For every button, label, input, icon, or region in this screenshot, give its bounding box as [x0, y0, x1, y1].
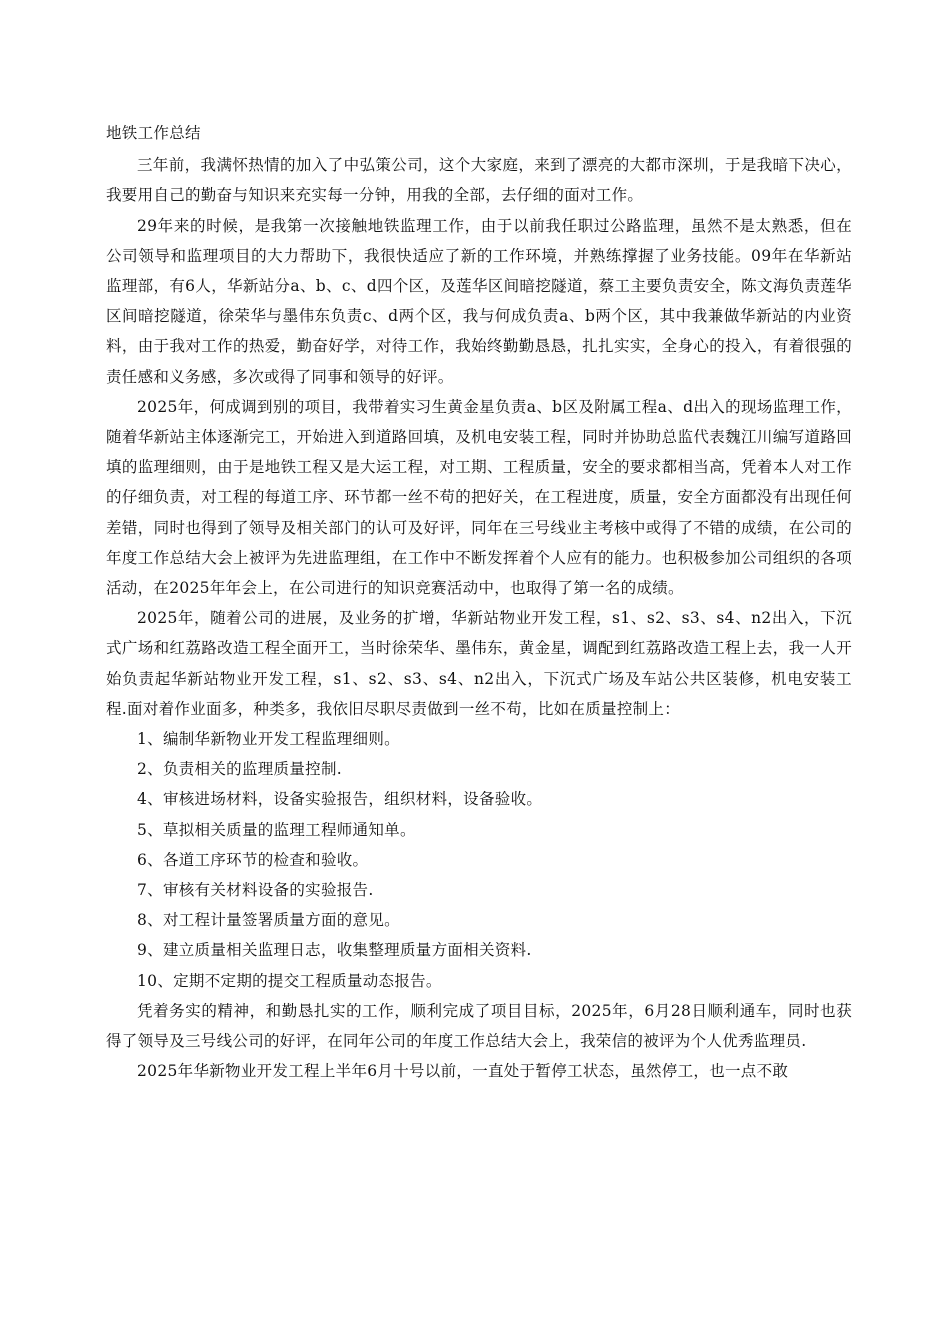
paragraph-intro: 三年前，我满怀热情的加入了中弘策公司，这个大家庭，来到了漂亮的大都市深圳，于是我暗下决心，我要用自己的勤奋与知识来充实每一分钟，用我的全部，去仔细的面对工作。 [106, 156, 852, 205]
list-item: 2、负责相关的监理质量控制. [137, 760, 342, 779]
list-item: 8、对工程计量签署质量方面的意见。 [137, 911, 400, 930]
quality-control-list [106, 724, 852, 996]
document-body [106, 118, 852, 1087]
paragraph-first-year: 29年来的时候，是我第一次接触地铁监理工作，由于以前我任职过公路监理，虽然不是太熟悉，但在公司领导和监理项目的大力帮助下，我很快适应了新的工作环境，并熟练撑握了业务技能。09年在华新站监理部，有6人，华新站分a、b、c、d四个区，及莲华区间暗挖隧道，蔡工主要负责安全，陈文海负责莲华区间暗挖隧道，徐荣华与墨伟东负责c、d两个区，我与何成负责a、b两个区，其中我兼做华新站的内业资料，由于我对工作的热爱，勤奋好学，对待工作，我始终勤勤恳恳，扎扎实实，全身心的投入，有着很强的责任感和义务感，多次或得了同事和领导的好评。 [106, 216, 852, 386]
paragraph-achievement: 凭着务实的精神，和勤恳扎实的工作，顺利完成了项目目标，2025年，6月28日顺利通车，同时也获得了领导及三号线公司的好评，在同年公司的年度工作总结大会上，我荣信的被评为个人优秀监理员. [106, 1001, 852, 1051]
list-item: 1、编制华新物业开发工程监理细则。 [137, 730, 400, 749]
paragraph-second-year: 2025年，何成调到别的项目，我带着实习生黄金星负责a、b区及附属工程a、d出入的现场监理工作，随着华新站主体逐渐完工，开始进入到道路回填，及机电安装工程，同时并协助总监代表魏江川编写道路回填的监理细则，由于是地铁工程又是大运工程，对工期、工程质量，安全的要求都相当高，凭着本人对工作的仔细负责，对工程的每道工序、环节都一丝不苟的把好关，在工程进度，质量，安全方面都没有出现任何差错，同时也得到了领导及相关部门的认可及好评，同年在三号线业主考核中或得了不错的成绩，在公司的年度工作总结大会上被评为先进监理组，在工作中不断发挥着个人应有的能力。也积极参加公司组织的各项活动，在2025年年会上，在公司进行的知识竞赛活动中，也取得了第一名的成绩。 [106, 397, 852, 598]
list-item: 10、定期不定期的提交工程质量动态报告。 [137, 971, 442, 990]
list-item: 6、各道工序环节的检查和验收。 [137, 850, 369, 869]
list-item: 5、草拟相关质量的监理工程师通知单。 [137, 820, 416, 839]
paragraph-continuation: 2025年华新物业开发工程上半年6月十号以前，一直处于暂停工状态，虽然停工，也一点不敢 [137, 1062, 789, 1081]
list-item: 4、审核进场材料，设备实验报告，组织材料，设备验收。 [137, 790, 543, 809]
list-item: 9、建立质量相关监理日志，收集整理质量方面相关资料. [137, 941, 532, 960]
document-title: 地铁工作总结 [106, 124, 201, 142]
list-item: 7、审核有关材料设备的实验报告. [137, 881, 374, 900]
paragraph-third-year: 2025年，随着公司的进展，及业务的扩增，华新站物业开发工程，s1、s2、s3、s4、n2出入，下沉式广场和红荔路改造工程全面开工，当时徐荣华、墨伟东，黄金星，调配到红荔路改造工程上去，我一人开始负责起华新站物业开发工程，s1、s2、s3、s4、n2出入，下沉式广场及车站公共区装修，机电安装工程.面对着作业面多，种类多，我依旧尽职尽责做到一丝不苟，比如在质量控制上： [106, 609, 852, 718]
